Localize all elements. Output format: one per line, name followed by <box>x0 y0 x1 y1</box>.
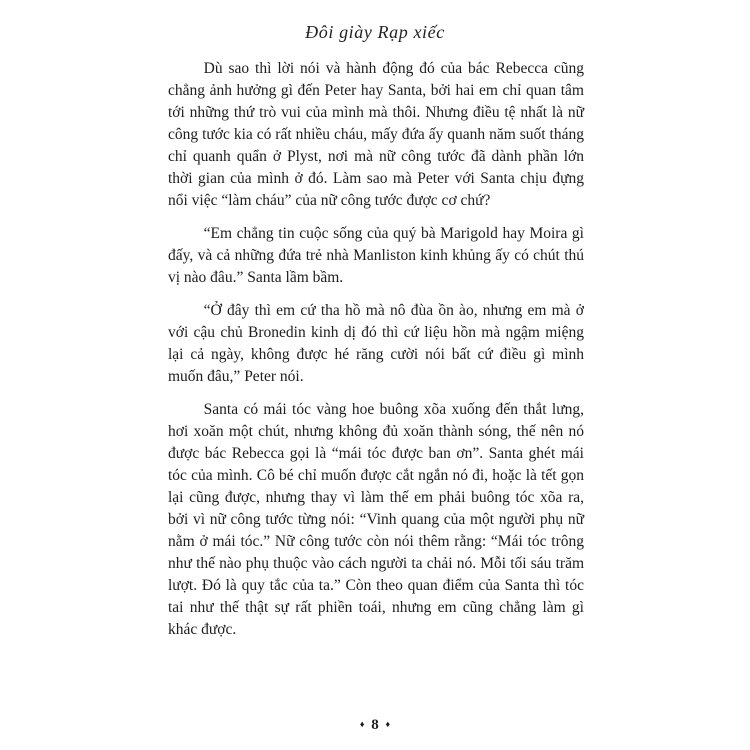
footer-ornament-right-icon: ♦ <box>385 719 391 729</box>
page-content <box>168 58 584 652</box>
running-header-title: Đôi giày Rạp xiếc <box>305 22 445 42</box>
paragraph-4: Santa có mái tóc vàng hoe buông xõa xuống đến thắt lưng, hơi xoăn một chút, nhưng không đủ xoăn thành sóng, thế nên nó được bác Rebecca gọi là “mái tóc được ban ơn”. Santa ghét mái tóc của mình. Cô bé chỉ muốn được cắt ngắn nó đi, hoặc là tết gọn lại cũng được, nhưng thay vì làm thế em phải buông tóc xõa ra, bởi vì nữ công tước từng nói: “Vinh quang của một người phụ nữ nằm ở mái tóc.” Nữ công tước còn nói thêm rằng: “Mái tóc trông như thế nào phụ thuộc vào cách người ta chải nó. Mỗi tối sáu trăm lượt. Đó là quy tắc của ta.” Còn theo quan điểm của Santa thì tóc tai như thế thật sự rất phiền toái, nhưng em cũng chẳng làm gì khác được. <box>168 401 584 638</box>
paragraph-3: “Ở đây thì em cứ tha hồ mà nô đùa ồn ào, nhưng em mà ở với cậu chủ Bronedin kinh dị đó thì cứ liệu hồn mà ngậm miệng lại cả ngày, không được hé răng cười nói bất cứ điều gì mình muốn đâu,” Peter nói. <box>168 302 584 385</box>
page-number: 8 <box>371 717 379 733</box>
paragraph-2: “Em chẳng tin cuộc sống của quý bà Marigold hay Moira gì đấy, và cả những đứa trẻ nhà Manliston kinh khủng ấy có chút thú vị nào đâu.” Santa lầm bầm. <box>168 225 584 286</box>
paragraph-1: Dù sao thì lời nói và hành động đó của bác Rebecca cũng chẳng ảnh hưởng gì đến Peter hay Santa, bởi hai em chỉ quan tâm tới những thứ trò vui của mình mà thôi. Nhưng điều tệ nhất là nữ công tước kia có rất nhiều cháu, mấy đứa ấy quanh năm suốt tháng chỉ quanh quẩn ở Plyst, nơi mà nữ công tước đã dành phần lớn thời gian của mình ở đó. Làm sao mà Peter với Santa chịu đựng nổi việc “làm cháu” của nữ công tước được cơ chứ? <box>168 60 584 209</box>
footer-ornament-left-icon: ♦ <box>359 719 365 729</box>
page-footer <box>0 717 750 734</box>
